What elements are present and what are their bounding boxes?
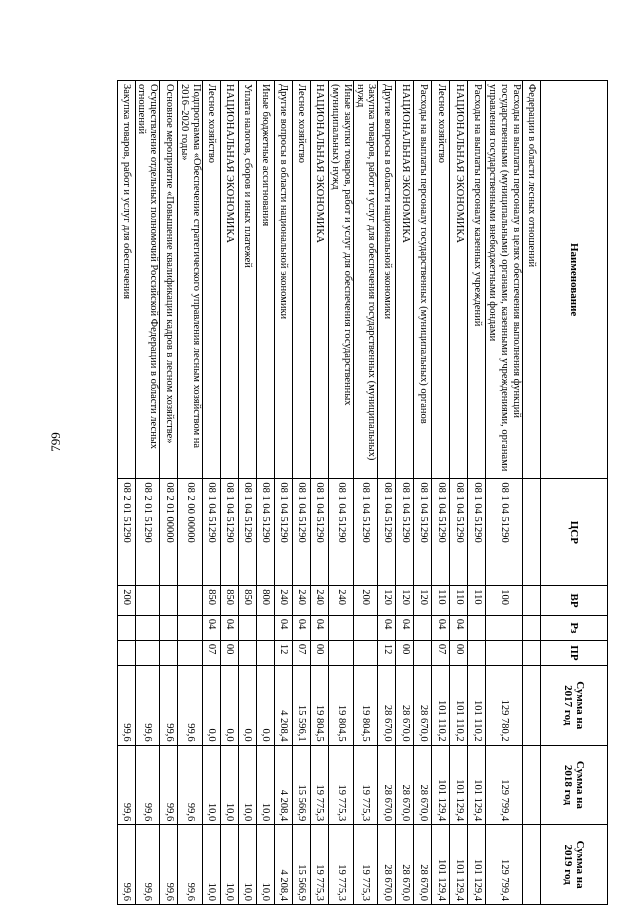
cell-vr: 120 (414, 586, 432, 616)
cell-csr: 08 1 04 51290 (414, 479, 432, 586)
cell-pr (135, 640, 160, 665)
table-row (523, 81, 541, 905)
cell-pr (486, 640, 523, 665)
cell-sum-2018: 101 129,4 (432, 745, 450, 825)
cell-rz (328, 615, 353, 640)
cell-sum-2018: 19 775,3 (353, 745, 378, 825)
cell-csr: 08 1 04 51290 (486, 479, 523, 586)
cell-name: Подпрограмма «Обеспечение стратегического управления лесным хозяйством на 2016–2020 годы» (178, 81, 203, 479)
cell-pr: 00 (310, 640, 328, 665)
cell-vr: 850 (220, 586, 238, 616)
cell-sum-2017: 4 208,4 (274, 665, 292, 745)
cell-sum-2019: 99,6 (178, 825, 203, 905)
cell-name: Другие вопросы в области национальной экономики (274, 81, 292, 479)
cell-vr (135, 586, 160, 616)
cell-sum-2017: 99,6 (117, 665, 135, 745)
cell-vr: 240 (292, 586, 310, 616)
table-row (202, 81, 220, 905)
table-row (178, 81, 203, 905)
table-row (238, 81, 256, 905)
cell-sum-2017: 0,0 (256, 665, 274, 745)
cell-sum-2017: 15 596,1 (292, 665, 310, 745)
cell-sum-2018: 28 670,0 (396, 745, 414, 825)
cell-sum-2019: 99,6 (117, 825, 135, 905)
cell-rz (160, 615, 178, 640)
cell-rz: 04 (274, 615, 292, 640)
header-sum-2019: Сумма на 2019 год (541, 825, 608, 905)
cell-sum-2019: 10,0 (202, 825, 220, 905)
cell-name: НАЦИОНАЛЬНАЯ ЭКОНОМИКА (310, 81, 328, 479)
rotated-table-container (98, 80, 608, 905)
cell-pr: 12 (274, 640, 292, 665)
cell-pr (328, 640, 353, 665)
cell-rz (523, 615, 541, 640)
cell-sum-2018: 99,6 (160, 745, 178, 825)
cell-sum-2018: 129 799,4 (486, 745, 523, 825)
cell-rz (256, 615, 274, 640)
cell-sum-2019: 10,0 (220, 825, 238, 905)
cell-pr: 07 (432, 640, 450, 665)
cell-sum-2019 (523, 825, 541, 905)
cell-rz: 04 (310, 615, 328, 640)
cell-sum-2017: 99,6 (160, 665, 178, 745)
cell-sum-2017: 101 110,2 (450, 665, 468, 745)
cell-name: Расходы на выплаты персоналу государственных (муниципальных) органов (414, 81, 432, 479)
cell-sum-2019: 101 129,4 (432, 825, 450, 905)
cell-sum-2018: 99,6 (135, 745, 160, 825)
table-row (117, 81, 135, 905)
table-row (432, 81, 450, 905)
cell-sum-2018: 101 129,4 (468, 745, 486, 825)
table-row (310, 81, 328, 905)
cell-pr: 00 (450, 640, 468, 665)
cell-name: НАЦИОНАЛЬНАЯ ЭКОНОМИКА (450, 81, 468, 479)
cell-csr: 08 1 04 51290 (353, 479, 378, 586)
cell-sum-2017: 99,6 (135, 665, 160, 745)
cell-sum-2017: 19 804,5 (328, 665, 353, 745)
cell-csr: 08 1 04 51290 (432, 479, 450, 586)
cell-vr: 800 (256, 586, 274, 616)
cell-sum-2019: 28 670,0 (378, 825, 396, 905)
cell-pr: 00 (396, 640, 414, 665)
table-row (292, 81, 310, 905)
cell-sum-2018: 4 208,4 (274, 745, 292, 825)
cell-sum-2017: 19 804,5 (353, 665, 378, 745)
table-row (256, 81, 274, 905)
cell-pr (256, 640, 274, 665)
cell-sum-2018: 10,0 (202, 745, 220, 825)
cell-pr (178, 640, 203, 665)
cell-name: Расходы на выплаты персоналу в целях обеспечения выполнения функций государственными (муниципальными) органами, казенными учреждениями, органами управления государственными внебюджетными фондами (486, 81, 523, 479)
cell-pr: 07 (202, 640, 220, 665)
cell-csr: 08 1 04 51290 (220, 479, 238, 586)
cell-vr (178, 586, 203, 616)
cell-name: Иные закупки товаров, работ и услуг для обеспечения государственных (муниципальных) нужд (328, 81, 353, 479)
cell-sum-2017: 101 110,2 (432, 665, 450, 745)
table-row (220, 81, 238, 905)
cell-rz: 04 (292, 615, 310, 640)
cell-name: Лесное хозяйство (292, 81, 310, 479)
cell-sum-2019: 19 775,3 (353, 825, 378, 905)
cell-rz (468, 615, 486, 640)
cell-vr: 240 (310, 586, 328, 616)
header-sum-2018: Сумма на 2018 год (541, 745, 608, 825)
table-row (160, 81, 178, 905)
cell-csr: 08 1 04 51290 (202, 479, 220, 586)
cell-csr: 08 1 04 51290 (328, 479, 353, 586)
cell-sum-2018: 19 775,3 (310, 745, 328, 825)
cell-sum-2018: 101 129,4 (450, 745, 468, 825)
cell-sum-2019: 19 775,3 (328, 825, 353, 905)
cell-rz: 04 (450, 615, 468, 640)
cell-rz: 04 (202, 615, 220, 640)
cell-sum-2019: 15 566,9 (292, 825, 310, 905)
cell-csr (523, 479, 541, 586)
cell-csr: 08 2 00 00000 (178, 479, 203, 586)
cell-pr: 00 (220, 640, 238, 665)
cell-csr: 08 2 01 51290 (117, 479, 135, 586)
cell-pr (117, 640, 135, 665)
cell-pr: 07 (292, 640, 310, 665)
header-sum-2017: Сумма на 2017 год (541, 665, 608, 745)
cell-csr: 08 1 04 51290 (468, 479, 486, 586)
header-pr: ПР (541, 640, 608, 665)
cell-sum-2019: 28 670,0 (396, 825, 414, 905)
cell-rz: 04 (396, 615, 414, 640)
cell-sum-2018: 10,0 (256, 745, 274, 825)
table-row (135, 81, 160, 905)
cell-sum-2019: 19 775,3 (310, 825, 328, 905)
cell-sum-2019: 99,6 (135, 825, 160, 905)
cell-sum-2017: 99,6 (178, 665, 203, 745)
cell-name: Закупка товаров, работ и услуг для обеспечения (117, 81, 135, 479)
cell-csr: 08 1 04 51290 (292, 479, 310, 586)
cell-sum-2019: 101 129,4 (468, 825, 486, 905)
cell-vr: 120 (396, 586, 414, 616)
cell-name: Уплата налогов, сборов и иных платежей (238, 81, 256, 479)
cell-sum-2018: 15 566,9 (292, 745, 310, 825)
cell-sum-2018: 10,0 (238, 745, 256, 825)
cell-csr: 08 1 04 51290 (378, 479, 396, 586)
table-row (450, 81, 468, 905)
cell-csr: 08 1 04 51290 (256, 479, 274, 586)
cell-pr (238, 640, 256, 665)
header-rz: Рз (541, 615, 608, 640)
cell-sum-2019: 101 129,4 (450, 825, 468, 905)
cell-rz (353, 615, 378, 640)
header-csr: ЦСР (541, 479, 608, 586)
cell-sum-2019: 99,6 (160, 825, 178, 905)
cell-rz (238, 615, 256, 640)
cell-vr: 110 (432, 586, 450, 616)
page-number: 799 (48, 432, 63, 452)
cell-sum-2017: 0,0 (220, 665, 238, 745)
cell-csr: 08 1 04 51290 (396, 479, 414, 586)
cell-vr: 100 (486, 586, 523, 616)
cell-csr: 08 2 01 51290 (135, 479, 160, 586)
cell-vr: 110 (468, 586, 486, 616)
cell-name: Основное мероприятие «Повышение квалификации кадров в лесном хозяйстве» (160, 81, 178, 479)
table-row (274, 81, 292, 905)
cell-sum-2017: 28 670,0 (378, 665, 396, 745)
cell-sum-2019: 10,0 (238, 825, 256, 905)
cell-sum-2018 (523, 745, 541, 825)
cell-rz: 04 (432, 615, 450, 640)
table-row (468, 81, 486, 905)
cell-pr (353, 640, 378, 665)
cell-vr: 110 (450, 586, 468, 616)
cell-vr (523, 586, 541, 616)
cell-vr: 200 (117, 586, 135, 616)
cell-sum-2017 (523, 665, 541, 745)
cell-name: Иные бюджетные ассигнования (256, 81, 274, 479)
cell-csr: 08 1 04 51290 (274, 479, 292, 586)
cell-rz (486, 615, 523, 640)
cell-sum-2017: 19 804,5 (310, 665, 328, 745)
cell-sum-2017: 0,0 (202, 665, 220, 745)
table-row (378, 81, 396, 905)
cell-name: Закупка товаров, работ и услуг для обеспечения государственных (муниципальных) нужд (353, 81, 378, 479)
cell-sum-2019: 10,0 (256, 825, 274, 905)
cell-vr: 240 (274, 586, 292, 616)
cell-name: Другие вопросы в области национальной экономики (378, 81, 396, 479)
cell-name: Федерации в области лесных отношений (523, 81, 541, 479)
cell-sum-2018: 28 670,0 (414, 745, 432, 825)
cell-rz: 04 (220, 615, 238, 640)
cell-rz (135, 615, 160, 640)
cell-csr: 08 2 01 00000 (160, 479, 178, 586)
cell-pr (523, 640, 541, 665)
header-name: Наименование (541, 81, 608, 479)
table-row (328, 81, 353, 905)
cell-name: Лесное хозяйство (432, 81, 450, 479)
cell-name: НАЦИОНАЛЬНАЯ ЭКОНОМИКА (220, 81, 238, 479)
cell-csr: 08 1 04 51290 (450, 479, 468, 586)
cell-name: Осуществление отдельных полномочий Российской Федерации в области лесных отношений (135, 81, 160, 479)
cell-sum-2017: 0,0 (238, 665, 256, 745)
cell-name: Расходы на выплаты персоналу казенных учреждений (468, 81, 486, 479)
cell-sum-2017: 28 670,0 (396, 665, 414, 745)
cell-sum-2018: 28 670,0 (378, 745, 396, 825)
cell-vr: 850 (238, 586, 256, 616)
cell-sum-2017: 101 110,2 (468, 665, 486, 745)
cell-rz (178, 615, 203, 640)
budget-table (117, 80, 608, 905)
cell-pr (160, 640, 178, 665)
cell-vr (160, 586, 178, 616)
cell-vr: 200 (353, 586, 378, 616)
cell-rz: 04 (378, 615, 396, 640)
table-row (396, 81, 414, 905)
cell-vr: 240 (328, 586, 353, 616)
cell-pr: 12 (378, 640, 396, 665)
cell-csr: 08 1 04 51290 (238, 479, 256, 586)
cell-name: Лесное хозяйство (202, 81, 220, 479)
cell-sum-2018: 99,6 (178, 745, 203, 825)
cell-pr (468, 640, 486, 665)
cell-sum-2018: 10,0 (220, 745, 238, 825)
table-body (117, 81, 540, 905)
cell-sum-2019: 129 799,4 (486, 825, 523, 905)
cell-sum-2017: 129 780,2 (486, 665, 523, 745)
cell-name: НАЦИОНАЛЬНАЯ ЭКОНОМИКА (396, 81, 414, 479)
cell-vr: 120 (378, 586, 396, 616)
table-row (414, 81, 432, 905)
cell-sum-2018: 99,6 (117, 745, 135, 825)
cell-vr: 850 (202, 586, 220, 616)
cell-csr: 08 1 04 51290 (310, 479, 328, 586)
cell-rz (414, 615, 432, 640)
cell-sum-2017: 28 670,0 (414, 665, 432, 745)
table-row (353, 81, 378, 905)
header-vr: ВР (541, 586, 608, 616)
table-row (486, 81, 523, 905)
cell-pr (414, 640, 432, 665)
cell-sum-2019: 4 208,4 (274, 825, 292, 905)
cell-rz (117, 615, 135, 640)
table-header-row (541, 81, 608, 905)
cell-sum-2019: 28 670,0 (414, 825, 432, 905)
cell-sum-2018: 19 775,3 (328, 745, 353, 825)
